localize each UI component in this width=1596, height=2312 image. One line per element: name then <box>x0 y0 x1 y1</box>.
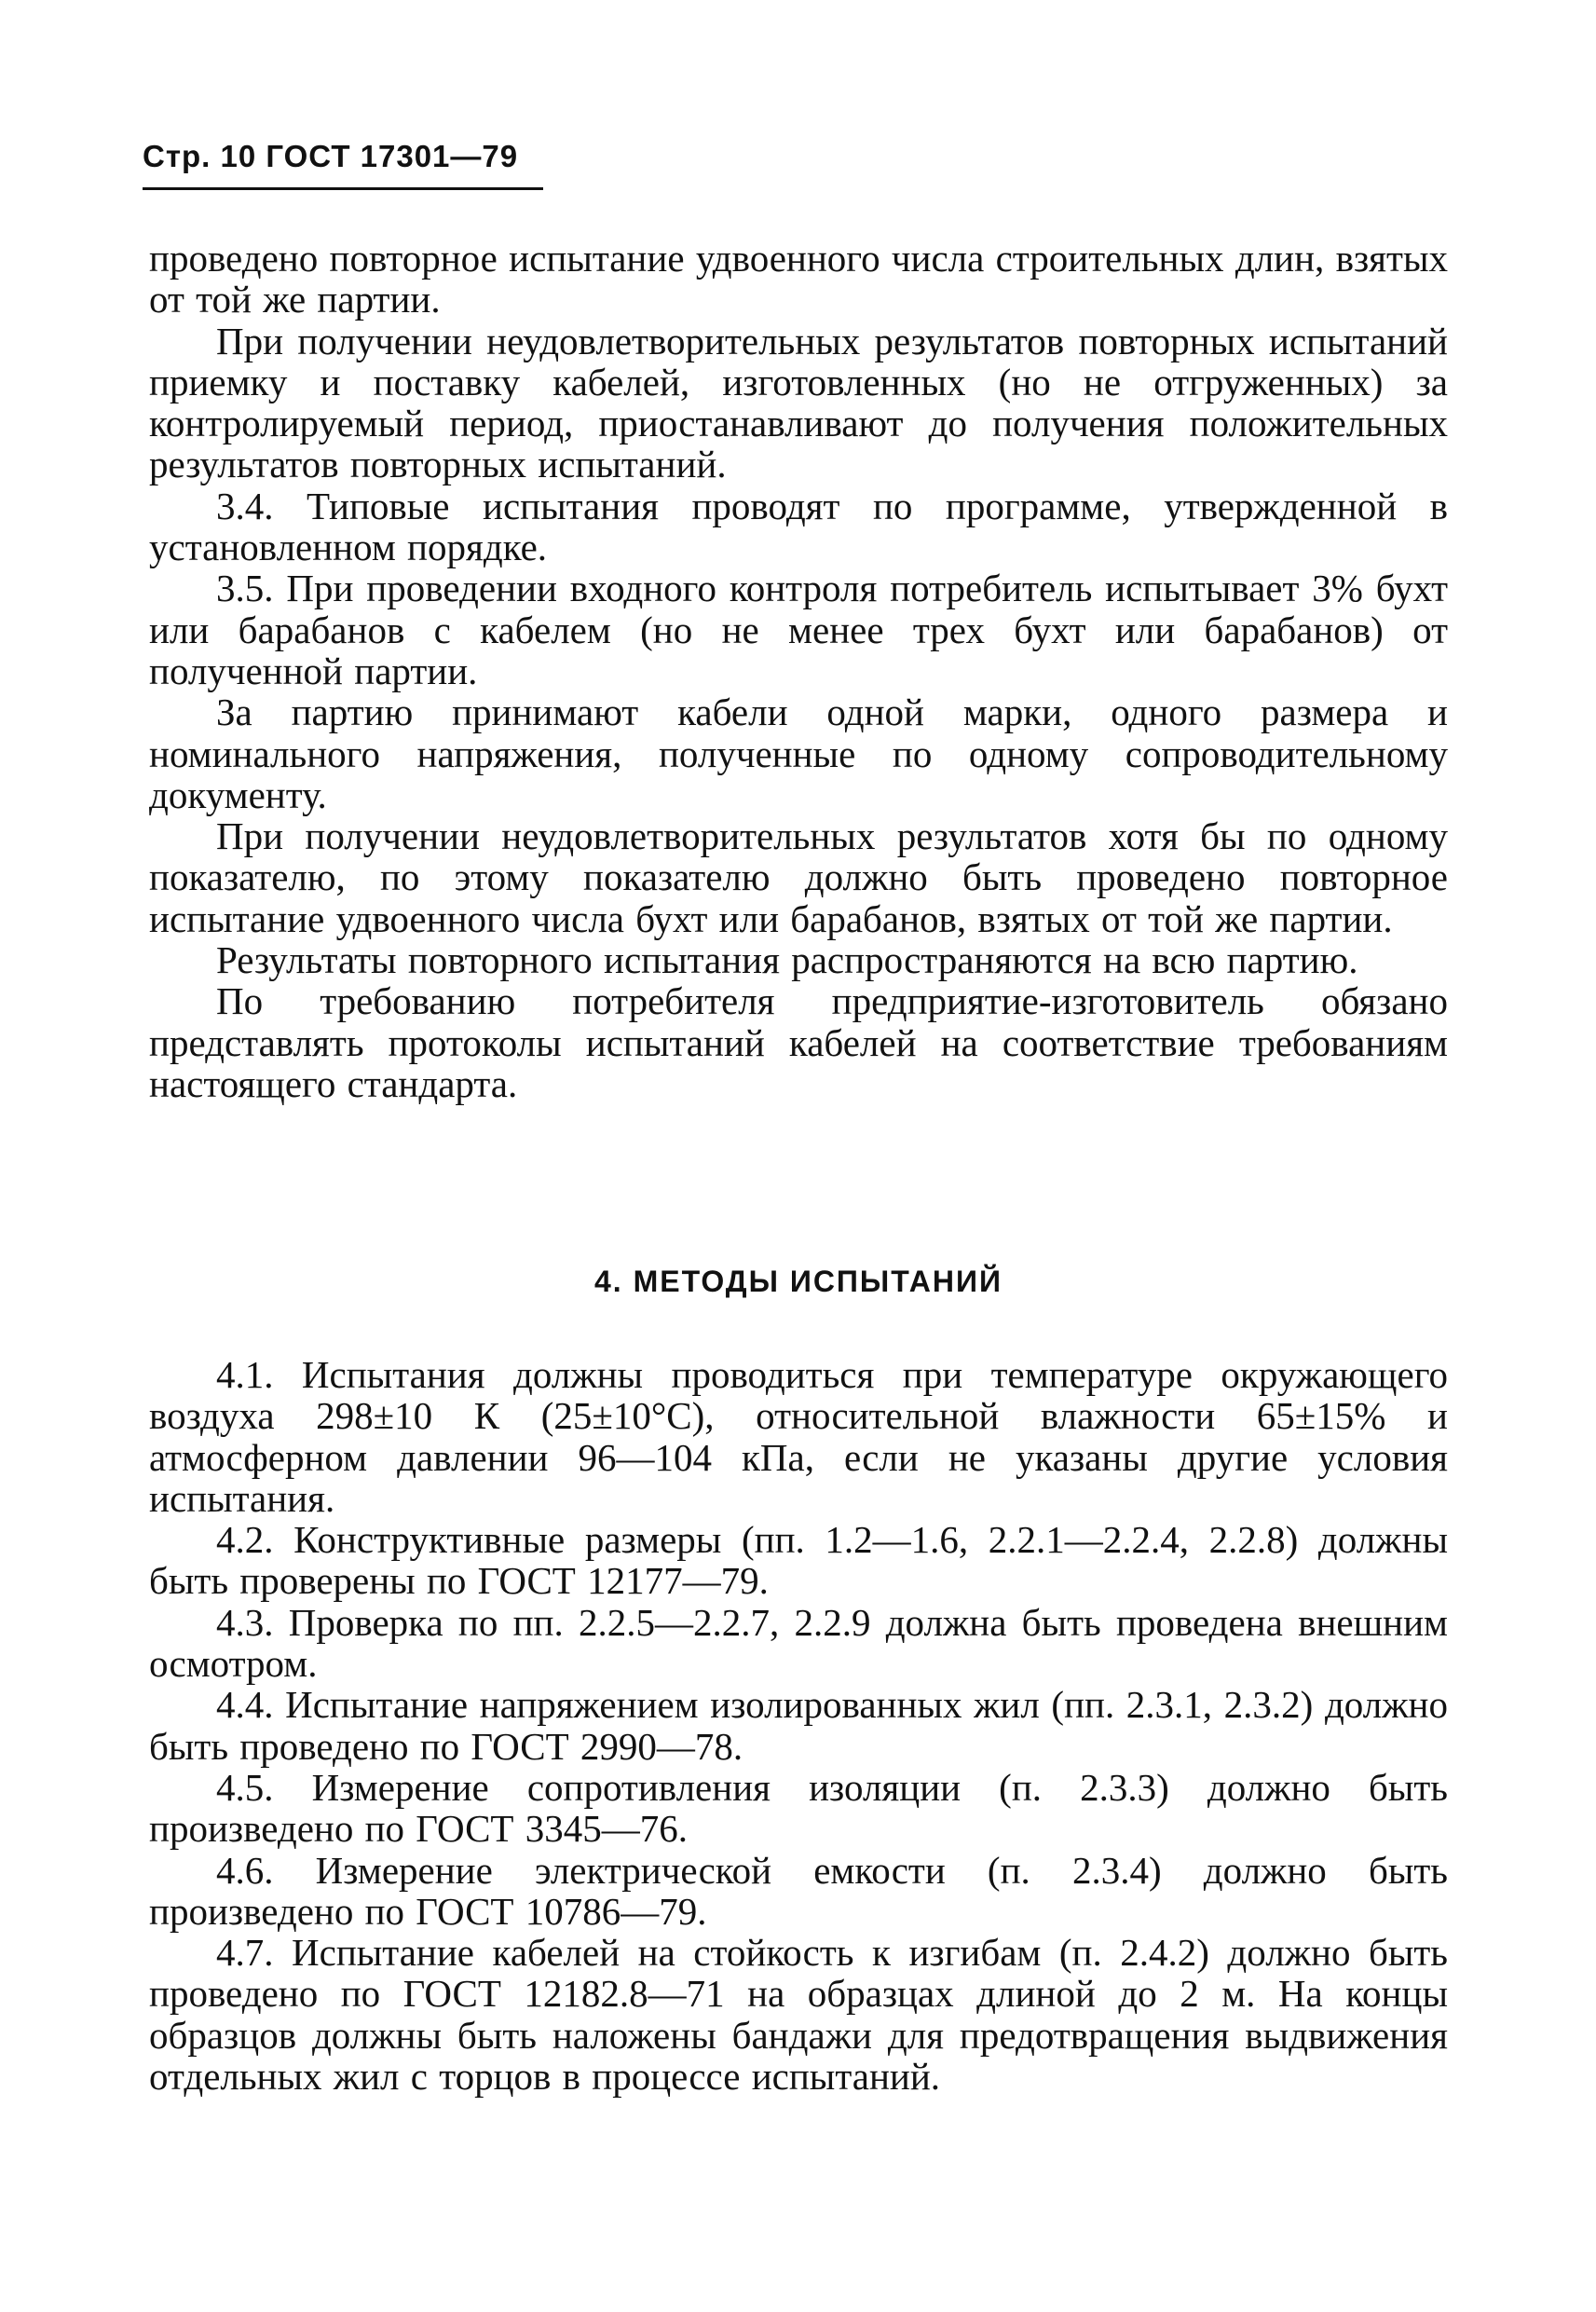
section-4-body <box>149 1354 1448 2097</box>
paragraph-3-5: 3.5. При проведении входного контроля потребитель испытывает 3% бухт или барабанов с кабелем (но не менее трех бухт или барабанов) от полученной партии. <box>149 567 1448 692</box>
paragraph-4-1: 4.1. Испытания должны проводиться при температуре окружающего воздуха 298±10 К (25±10°С), относительной влажности 65±15% и атмосферном давлении 96—104 кПа, если не указаны другие условия испытания. <box>149 1353 1448 1520</box>
paragraph: При получении неудовлетворительных результатов повторных испытаний приемку и поставку кабелей, изготовленных (но не отгруженных) за контролируемый период, приостанавливают до получения положительных результатов повторных испытаний. <box>149 319 1448 486</box>
paragraph: Результаты повторного испытания распространяются на всю партию. <box>216 938 1358 982</box>
paragraph-4-3: 4.3. Проверка по пп. 2.2.5—2.2.7, 2.2.9 должна быть проведена внешним осмотром. <box>149 1600 1448 1686</box>
section-3-continued <box>149 238 1448 1104</box>
paragraph-4-4: 4.4. Испытание напряжением изолированных жил (пп. 2.3.1, 2.3.2) должно быть проведено по ГОСТ 2990—78. <box>149 1683 1448 1768</box>
paragraph: проведено повторное испытание удвоенного числа строительных длин, взятых от той же партии. <box>149 237 1448 321</box>
section-heading: 4. МЕТОДЫ ИСПЫТАНИЙ <box>594 1265 1003 1298</box>
paragraph-4-2: 4.2. Конструктивные размеры (пп. 1.2—1.6, 2.2.1—2.2.4, 2.2.8) должны быть проверены по ГОСТ 12177—79. <box>149 1518 1448 1603</box>
header-rule <box>143 187 543 190</box>
paragraph: При получении неудовлетворительных результатов хотя бы по одному показателю, по этому показателю должно быть проведено повторное испытание удвоенного числа бухт или барабанов, взятых от той же партии. <box>149 814 1448 940</box>
paragraph-4-6: 4.6. Измерение электрической емкости (п. 2.3.4) должно быть произведено по ГОСТ 10786—79. <box>149 1848 1448 1933</box>
paragraph-3-4: 3.4. Типовые испытания проводят по программе, утвержденной в установленном порядке. <box>149 484 1448 569</box>
paragraph-4-5: 4.5. Измерение сопротивления изоляции (п. 2.3.3) должно быть произведено по ГОСТ 3345—76. <box>149 1765 1448 1851</box>
paragraph: По требованию потребителя предприятие-изготовитель обязано представлять протоколы испытаний кабелей на соответствие требованиям настоящего стандарта. <box>149 979 1448 1105</box>
page-header: Стр. 10 ГОСТ 17301—79 <box>143 139 519 173</box>
paragraph: За партию принимают кабели одной марки, одного размера и номинального напряжения, полученные по одному сопроводительному документу. <box>149 691 1448 816</box>
paragraph-4-7: 4.7. Испытание кабелей на стойкость к изгибам (п. 2.4.2) должно быть проведено по ГОСТ 12182.8—71 на образцах длиной до 2 м. На концы образцов должны быть наложены бандажи для предотвращения выдвижения отдельных жил с торцов в процессе испытаний. <box>149 1931 1448 2099</box>
